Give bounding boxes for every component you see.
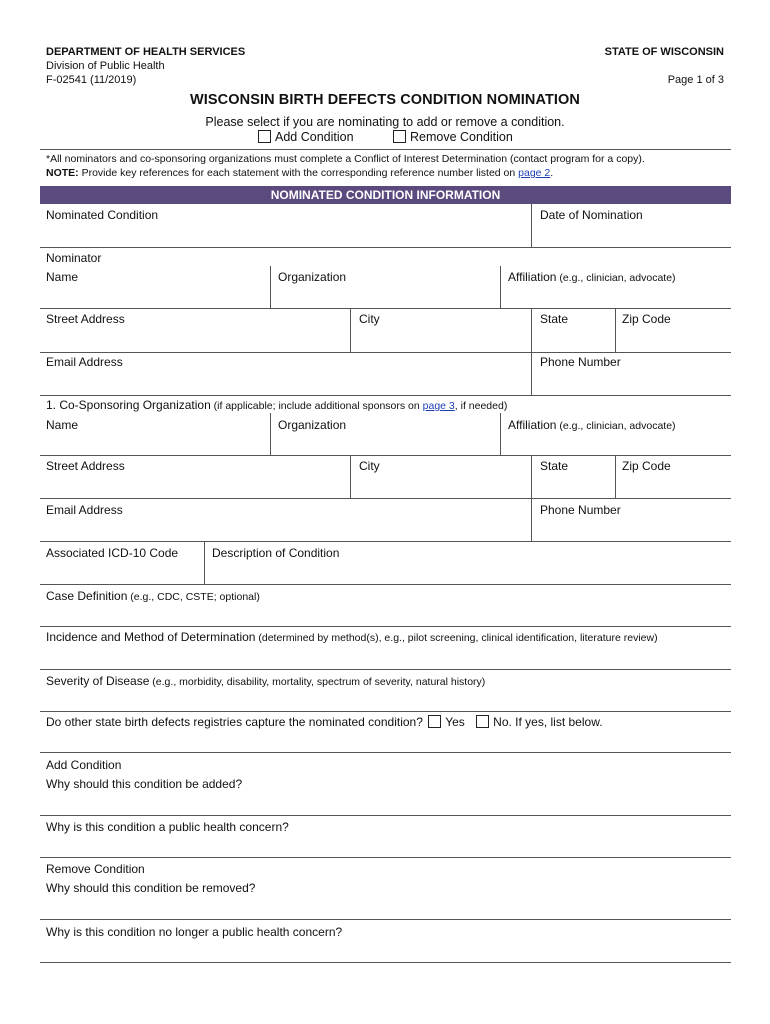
page-number: Page 1 of 3 bbox=[667, 74, 724, 86]
cosponsor-phone-label: Phone Number bbox=[540, 503, 621, 517]
cosponsor-city-label: City bbox=[359, 459, 380, 473]
add-condition-label: Add Condition bbox=[275, 130, 354, 144]
cosponsor-street-label: Street Address bbox=[46, 459, 125, 473]
nominator-street-label: Street Address bbox=[46, 312, 125, 326]
remove-condition-checkbox[interactable] bbox=[393, 130, 406, 143]
divider bbox=[531, 204, 532, 247]
nominator-phone-label: Phone Number bbox=[540, 355, 621, 369]
divider bbox=[40, 857, 731, 858]
divider bbox=[40, 352, 731, 353]
page-2-link[interactable]: page 2 bbox=[518, 167, 551, 179]
divider bbox=[40, 395, 731, 396]
nominator-city-label: City bbox=[359, 312, 380, 326]
nominator-name-label: Name bbox=[46, 270, 79, 284]
divider bbox=[350, 455, 351, 498]
no-checkbox[interactable] bbox=[476, 715, 489, 728]
divider bbox=[40, 919, 731, 920]
conflict-note: *All nominators and co-sponsoring organizations must complete a Conflict of Interest Determination (contact program for a copy). bbox=[46, 153, 645, 165]
department-name: DEPARTMENT OF HEALTH SERVICES bbox=[46, 46, 246, 58]
no-label: No. If yes, list below. bbox=[493, 715, 603, 729]
section-header: NOMINATED CONDITION INFORMATION bbox=[40, 186, 731, 204]
divider bbox=[500, 413, 501, 455]
divider bbox=[40, 149, 731, 150]
divider bbox=[204, 541, 205, 584]
remove-condition-label: Remove Condition bbox=[410, 130, 513, 144]
icd10-label: Associated ICD-10 Code bbox=[46, 546, 179, 560]
date-of-nomination-label: Date of Nomination bbox=[540, 208, 643, 222]
cosponsor-state-label: State bbox=[540, 459, 569, 473]
why-public-health-label: Why is this condition a public health concern? bbox=[46, 820, 289, 834]
add-condition-option[interactable] bbox=[258, 130, 354, 144]
select-prompt: Please select if you are nominating to add or remove a condition. bbox=[205, 115, 565, 129]
divider bbox=[615, 455, 616, 498]
cosponsor-zip-label: Zip Code bbox=[622, 459, 671, 473]
yes-label: Yes bbox=[445, 715, 465, 729]
cosponsor-hint: (if applicable; include additional sponsors on bbox=[210, 400, 423, 412]
divider bbox=[40, 308, 731, 309]
case-definition-text: Case Definition bbox=[46, 589, 128, 603]
cosponsor-heading bbox=[46, 398, 507, 412]
cosponsor-text: 1. Co-Sponsoring Organization bbox=[46, 398, 211, 412]
divider bbox=[40, 962, 731, 963]
nominator-email-label: Email Address bbox=[46, 355, 123, 369]
nominated-condition-label: Nominated Condition bbox=[46, 208, 159, 222]
why-no-longer-label: Why is this condition no longer a public health concern? bbox=[46, 925, 343, 939]
form-title: WISCONSIN BIRTH DEFECTS CONDITION NOMINATION bbox=[190, 92, 580, 108]
divider bbox=[531, 455, 532, 498]
cosponsor-email-label: Email Address bbox=[46, 503, 123, 517]
divider bbox=[40, 669, 731, 670]
remove-condition-option[interactable] bbox=[393, 130, 513, 144]
nominator-heading: Nominator bbox=[46, 251, 102, 265]
incidence-hint: (determined by method(s), e.g., pilot screening, clinical identification, literature review) bbox=[255, 632, 658, 644]
yes-checkbox[interactable] bbox=[428, 715, 441, 728]
note-end: . bbox=[550, 167, 554, 179]
divider bbox=[531, 498, 532, 541]
cosponsor-name-label: Name bbox=[46, 418, 79, 432]
divider bbox=[270, 266, 271, 308]
divider bbox=[615, 308, 616, 352]
description-label: Description of Condition bbox=[212, 546, 340, 560]
divider bbox=[40, 541, 731, 542]
reference-note bbox=[46, 167, 553, 179]
state-name: STATE OF WISCONSIN bbox=[604, 46, 724, 58]
why-added-label: Why should this condition be added? bbox=[46, 777, 243, 791]
add-condition-heading: Add Condition bbox=[46, 758, 122, 772]
add-condition-checkbox[interactable] bbox=[258, 130, 271, 143]
cosponsor-affiliation-label bbox=[508, 418, 676, 432]
divider bbox=[40, 626, 731, 627]
registries-question-text: Do other state birth defects registries capture the nominated condition? bbox=[46, 715, 423, 729]
remove-condition-heading: Remove Condition bbox=[46, 862, 145, 876]
incidence-text: Incidence and Method of Determination bbox=[46, 630, 256, 644]
divider bbox=[531, 308, 532, 352]
divider bbox=[40, 455, 731, 456]
divider bbox=[40, 247, 731, 248]
divider bbox=[350, 308, 351, 352]
severity-text: Severity of Disease bbox=[46, 674, 150, 688]
division-name: Division of Public Health bbox=[46, 60, 165, 72]
case-definition-label bbox=[46, 589, 260, 603]
form-number: F-02541 (11/2019) bbox=[46, 74, 137, 86]
registries-question bbox=[46, 715, 603, 729]
note-label: NOTE: bbox=[46, 167, 79, 179]
affiliation-hint: (e.g., clinician, advocate) bbox=[556, 272, 676, 284]
cosponsor-hint-end: , if needed) bbox=[454, 400, 508, 412]
note-text: Provide key references for each statement with the corresponding reference number listed on bbox=[78, 167, 519, 179]
affiliation-hint: (e.g., clinician, advocate) bbox=[556, 420, 676, 432]
why-removed-label: Why should this condition be removed? bbox=[46, 881, 256, 895]
nominator-organization-label: Organization bbox=[278, 270, 347, 284]
severity-label bbox=[46, 674, 485, 688]
case-definition-hint: (e.g., CDC, CSTE; optional) bbox=[127, 591, 260, 603]
severity-hint: (e.g., morbidity, disability, mortality, spectrum of severity, natural history) bbox=[149, 676, 486, 688]
cosponsor-organization-label: Organization bbox=[278, 418, 347, 432]
affiliation-text: Affiliation bbox=[508, 270, 557, 284]
divider bbox=[40, 752, 731, 753]
divider bbox=[40, 498, 731, 499]
divider bbox=[40, 584, 731, 585]
incidence-label bbox=[46, 630, 658, 644]
affiliation-text: Affiliation bbox=[508, 418, 557, 432]
nominator-affiliation-label bbox=[508, 270, 676, 284]
divider bbox=[40, 815, 731, 816]
divider bbox=[531, 352, 532, 395]
page-3-link[interactable]: page 3 bbox=[422, 400, 455, 412]
nominator-state-label: State bbox=[540, 312, 569, 326]
divider bbox=[40, 711, 731, 712]
divider bbox=[270, 413, 271, 455]
nominator-zip-label: Zip Code bbox=[622, 312, 671, 326]
divider bbox=[500, 266, 501, 308]
